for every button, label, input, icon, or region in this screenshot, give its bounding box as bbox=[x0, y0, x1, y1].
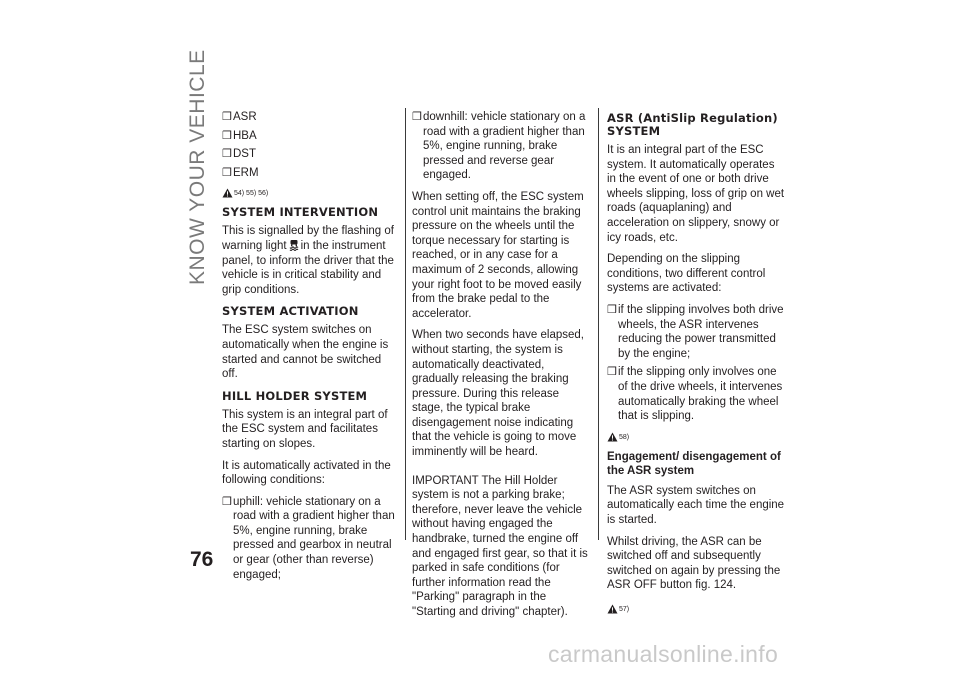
checkbox-bullet-icon: ❒ bbox=[607, 303, 617, 316]
section-heading: HILL HOLDER SYSTEM bbox=[222, 388, 368, 403]
page-number: 76 bbox=[190, 548, 214, 571]
paragraph: It is an integral part of the ESC system. It automatically operates in the event of one or both drive wheels slipping, loss of grip on wet roads (aquaplaning) and acceleration on slippery, snowy or icy roads, etc. bbox=[607, 144, 785, 244]
list-item: ❒ DST bbox=[222, 148, 256, 161]
paragraph: The ASR system switches on automatically each time the engine is started. bbox=[607, 484, 785, 527]
checkbox-bullet-icon: ❒ bbox=[412, 111, 422, 123]
side-section-title: KNOW YOUR VEHICLE bbox=[186, 49, 209, 285]
section-heading: SYSTEM INTERVENTION bbox=[222, 205, 379, 220]
column-divider bbox=[405, 108, 406, 540]
paragraph: This is signalled by the flashing of warning light in the instrument panel, to inform the driver that the vehicle is in critical stability and grip conditions. bbox=[222, 225, 394, 296]
column-3 bbox=[607, 110, 785, 622]
checkbox-bullet-icon: ❒ bbox=[607, 366, 617, 379]
paragraph: The ESC system switches on automatically when the engine is started and cannot be switched off. bbox=[222, 324, 389, 381]
warning-reference: 57) bbox=[607, 600, 785, 614]
section-heading: SYSTEM ACTIVATION bbox=[222, 304, 359, 319]
list-item: ❒ ERM bbox=[222, 166, 259, 179]
paragraph: Depending on the slipping conditions, two different control systems are activated: bbox=[607, 253, 766, 295]
paragraph: Whilst driving, the ASR can be switched off and subsequently switched on again by pressing the ASR OFF button fig. 124. bbox=[607, 535, 781, 592]
esc-warning-light-icon bbox=[288, 239, 300, 251]
subheading: Engagement/ disengagement of the ASR system bbox=[607, 450, 781, 478]
section-heading: ASR (AntiSlip Regulation) SYSTEM bbox=[607, 111, 778, 138]
important-note: IMPORTANT The Hill Holder system is not a parking brake; therefore, never leave the vehicle without having engaged the handbrake, turned the engine off and engaged first gear, so that it is parked in safe conditions (for further information read the "Parking" paragraph in the "Starting and driving" chapter). bbox=[412, 474, 588, 618]
column-2 bbox=[412, 110, 590, 627]
warning-reference: 58) bbox=[607, 428, 785, 442]
paragraph: This system is an integral part of the ESC system and facilitates starting on slopes. bbox=[222, 408, 388, 450]
checkbox-bullet-icon: ❒ bbox=[222, 129, 232, 142]
warning-triangle-icon bbox=[607, 604, 618, 614]
list-item: ❒ ASR bbox=[222, 111, 257, 123]
list-item: ❒ downhill: vehicle stationary on a road with a gradient higher than 5%, engine running, brake pressed and reverse gear engaged. bbox=[412, 111, 586, 182]
list-item: ❒ if the slipping only involves one of the drive wheels, it intervenes automatically braking the wheel that is slipping. bbox=[607, 366, 783, 423]
checkbox-bullet-icon: ❒ bbox=[222, 148, 232, 161]
paragraph: When setting off, the ESC system control unit maintains the braking pressure on the wheels until the torque necessary for starting is reached, or in any case for a maximum of 2 seconds, allowing your right foot to be moved easily from the brake pedal to the accelerator. bbox=[412, 190, 584, 320]
paragraph: When two seconds have elapsed, without starting, the system is automatically deactivated, gradually releasing the braking pressure. During this release stage, the typical brake disengagement noise indicating that the vehicle is going to move imminently will be heard. bbox=[412, 329, 584, 459]
list-item: ❒ HBA bbox=[222, 129, 257, 142]
checkbox-bullet-icon: ❒ bbox=[222, 111, 232, 123]
warning-triangle-icon bbox=[607, 432, 618, 442]
column-divider bbox=[598, 108, 599, 540]
paragraph: It is automatically activated in the following conditions: bbox=[222, 459, 391, 487]
warning-triangle-icon bbox=[222, 188, 233, 198]
list-item: ❒ uphill: vehicle stationary on a road with a gradient higher than 5%, engine running, brake pressed and gearbox in neutral or gear (other than reverse) engaged; bbox=[222, 495, 395, 581]
warning-reference: 54) 55) 56) bbox=[222, 184, 400, 198]
checkbox-bullet-icon: ❒ bbox=[222, 166, 232, 179]
column-1 bbox=[222, 110, 400, 586]
watermark-logo[interactable]: carmanualsonline.info bbox=[548, 641, 779, 667]
list-item: ❒ if the slipping involves both drive wheels, the ASR intervenes reducing the power transmitted by the engine; bbox=[607, 303, 784, 360]
checkbox-bullet-icon: ❒ bbox=[222, 495, 232, 508]
